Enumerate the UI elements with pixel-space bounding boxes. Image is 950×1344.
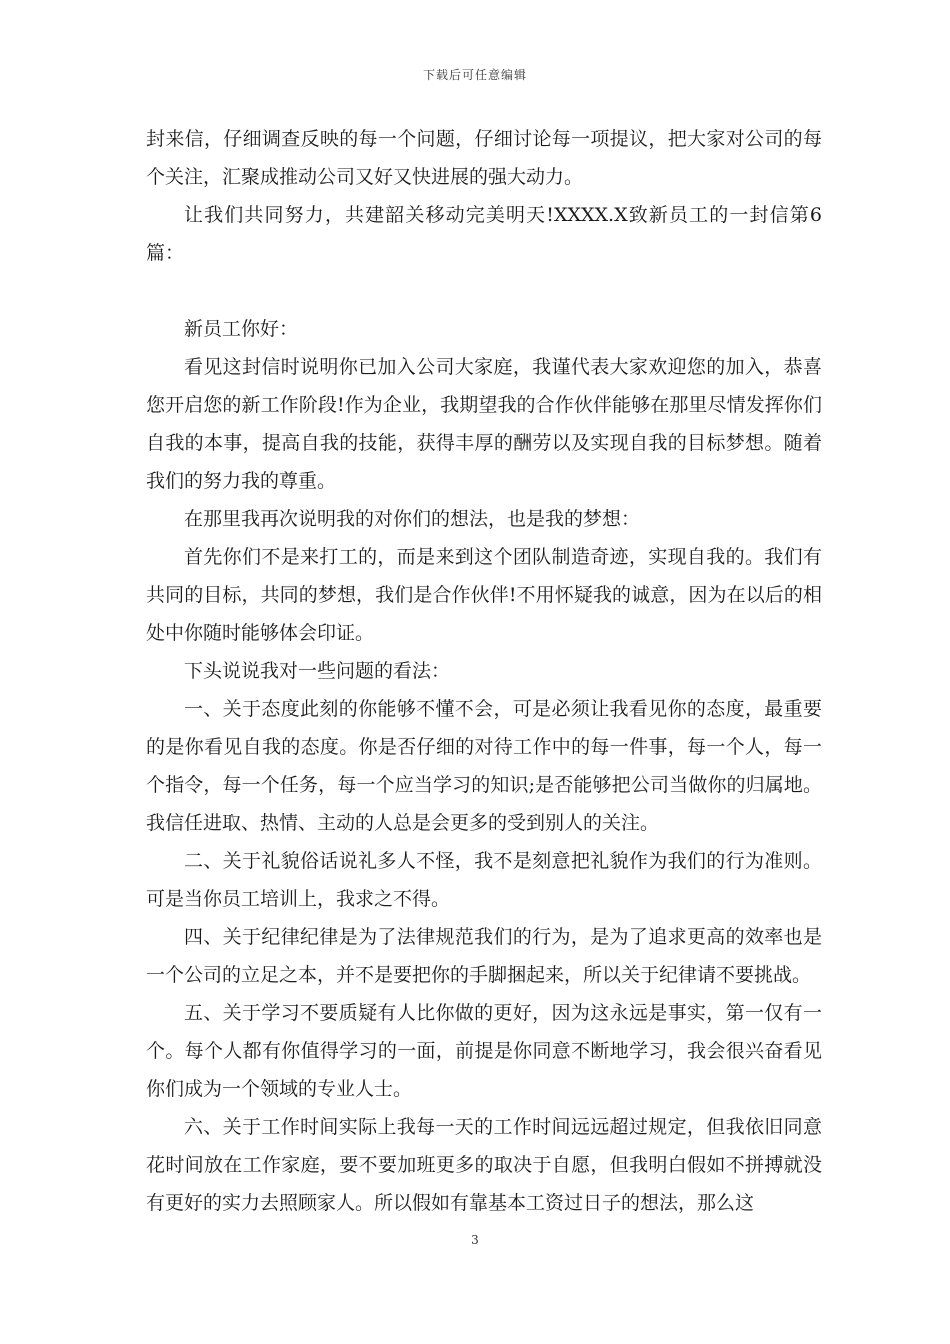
paragraph-first-point: 首先你们不是来打工的，而是来到这个团队制造奇迹，实现自我的。我们有共同的目标，共同的梦想，我们是合作伙伴!不用怀疑我的诚意，因为在以后的相处中你随时能够体会印证。	[146, 546, 822, 644]
paragraph-letter-continuation: 封来信，仔细调查反映的每一个问题，仔细讨论每一项提议，把大家对公司的每个关注，汇聚成推动公司又好又快进展的强大动力。	[146, 128, 822, 188]
paragraph-discipline: 四、关于纪律纪律是为了法律规范我们的行为，是为了追求更高的效率也是一个公司的立足之本，并不是要把你的手脚捆起来，所以关于纪律请不要挑战。	[146, 926, 822, 986]
page-header: 下载后可任意编辑	[422, 68, 527, 82]
paragraph-working-hours: 六、关于工作时间实际上我每一天的工作时间远远超过规定，但我依旧同意花时间放在工作家庭，要不要加班更多的取决于自愿，但我明白假如不拼搏就没有更好的实力去照顾家人。所以假如有靠基本工资过日子的想法，那么这	[146, 1116, 822, 1214]
paragraph-courtesy: 二、关于礼貌俗话说礼多人不怪，我不是刻意把礼貌作为我们的行为准则。可是当你员工培训上，我求之不得。	[146, 850, 822, 910]
paragraph-intro-thoughts: 在那里我再次说明我的对你们的想法，也是我的梦想：	[184, 508, 641, 530]
paragraph-learning: 五、关于学习不要质疑有人比你做的更好，因为这永远是事实，第一仅有一个。每个人都有你值得学习的一面，前提是你同意不断地学习，我会很兴奋看见你们成为一个领域的专业人士。	[146, 1002, 822, 1100]
paragraph-greeting: 新员工你好：	[184, 318, 299, 340]
paragraph-views-intro: 下头说说我对一些问题的看法：	[184, 660, 451, 682]
page-number: 3	[471, 1233, 479, 1247]
document-body	[146, 120, 822, 1222]
paragraph-attitude: 一、关于态度此刻的你能够不懂不会，可是必须让我看见你的态度，最重要的是你看见自我的态度。你是否仔细的对待工作中的每一件事，每一个人，每一个指令，每一个任务，每一个应当学习的知识;是否能够把公司当做你的归属地。我信任进取、热情、主动的人总是会更多的受到别人的关注。	[146, 698, 822, 834]
paragraph-welcome: 看见这封信时说明你已加入公司大家庭，我谨代表大家欢迎您的加入，恭喜您开启您的新工作阶段!作为企业，我期望我的合作伙伴能够在那里尽情发挥你们自我的本事，提高自我的技能，获得丰厚的酬劳以及实现自我的目标梦想。随着我们的努力我的尊重。	[146, 356, 822, 492]
paragraph-closing: 让我们共同努力，共建韶关移动完美明天!XXXX.X致新员工的一封信第6篇：	[146, 204, 822, 264]
